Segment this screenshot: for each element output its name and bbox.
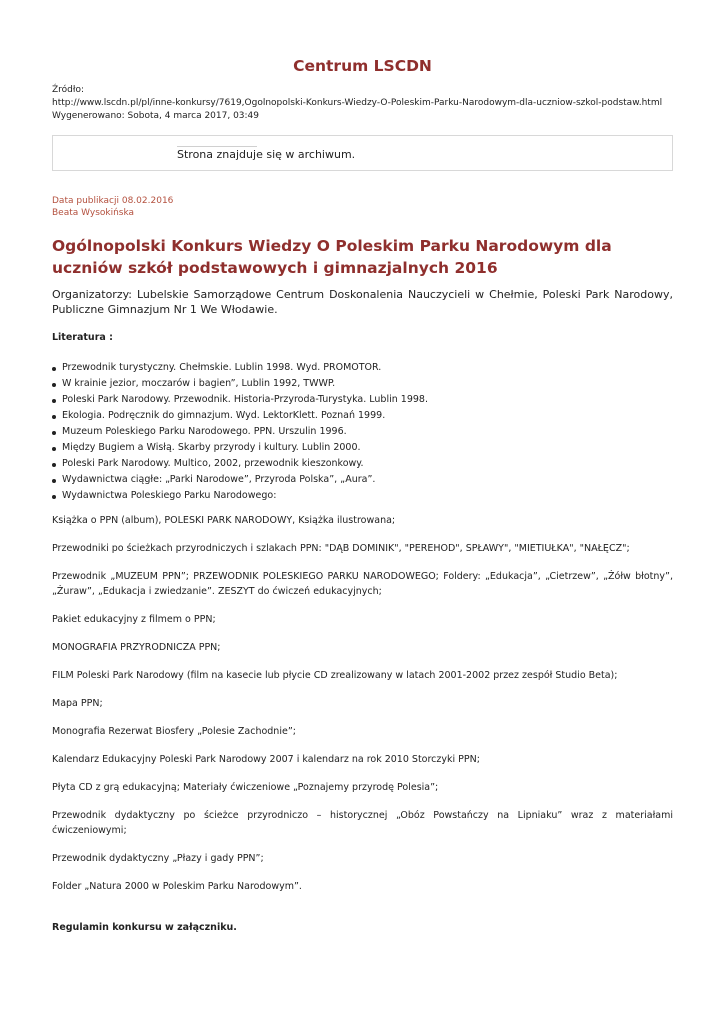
paragraph: Przewodnik „MUZEUM PPN”; PRZEWODNIK POLESKIEGO PARKU NARODOWEGO; Foldery: „Edukacja”, „Cietrzew”, „Żółw błotny”, „Żuraw”, „Edukacja i zwiedzanie”. ZESZYT do ćwiczeń edukacyjnych; xyxy=(52,571,673,597)
literature-list xyxy=(52,360,673,504)
publication-author: Beata Wysokińska xyxy=(52,208,135,218)
organizers-text: Organizatorzy: Lubelskie Samorządowe Centrum Doskonalenia Nauczycieli w Chełmie, Poleski Park Narodowy, Publiczne Gimnazjum Nr 1 We Włodawie. xyxy=(52,288,673,316)
list-item: Poleski Park Narodowy. Przewodnik. Historia-Przyroda-Turystyka. Lublin 1998. xyxy=(52,392,673,408)
archive-divider xyxy=(177,146,257,147)
archive-notice: Strona znajduje się w archiwum. xyxy=(177,148,356,161)
paragraph: Mapa PPN; xyxy=(52,698,103,709)
publications-paragraphs xyxy=(52,513,673,894)
paragraph: Pakiet edukacyjny z filmem o PPN; xyxy=(52,614,216,625)
list-item: Przewodnik turystyczny. Chełmskie. Lublin 1998. Wyd. PROMOTOR. xyxy=(52,360,673,376)
literature-heading: Literatura : xyxy=(52,332,113,343)
paragraph: Przewodnik dydaktyczny „Płazy i gady PPN”; xyxy=(52,853,264,864)
list-item: Ekologia. Podręcznik do gimnazjum. Wyd. LektorKlett. Poznań 1999. xyxy=(52,408,673,424)
article-title: Ogólnopolski Konkurs Wiedzy O Poleskim Parku Narodowym dla uczniów szkół podstawowych i gimnazjalnych 2016 xyxy=(52,237,612,277)
list-item: Muzeum Poleskiego Parku Narodowego. PPN. Urszulin 1996. xyxy=(52,424,673,440)
paragraph: Przewodniki po ścieżkach przyrodniczych i szlakach PPN: "DĄB DOMINIK", "PEREHOD", SPŁAWY", "MIETIUŁKA", "NAŁĘCZ"; xyxy=(52,543,630,554)
paragraph: Monografia Rezerwat Biosfery „Polesie Zachodnie”; xyxy=(52,726,296,737)
publication-info xyxy=(52,195,673,219)
paragraph: FILM Poleski Park Narodowy (film na kasecie lub płycie CD zrealizowany w latach 2001-2002 przez zespół Studio Beta); xyxy=(52,670,618,681)
paragraph: Książka o PPN (album), POLESKI PARK NARODOWY, Książka ilustrowana; xyxy=(52,515,396,526)
list-item: Wydawnictwa ciągłe: „Parki Narodowe”, Przyroda Polska”, „Aura”. xyxy=(52,472,673,488)
site-title: Centrum LSCDN xyxy=(293,57,432,75)
list-item: W krainie jezior, moczarów i bagien”, Lublin 1992, TWWP. xyxy=(52,376,673,392)
list-item: Poleski Park Narodowy. Multico, 2002, przewodnik kieszonkowy. xyxy=(52,456,673,472)
paragraph: Kalendarz Edukacyjny Poleski Park Narodowy 2007 i kalendarz na rok 2010 Storczyki PPN; xyxy=(52,754,480,765)
list-item: Między Bugiem a Wisłą. Skarby przyrody i kultury. Lublin 2000. xyxy=(52,440,673,456)
generated-timestamp: Wygenerowano: Sobota, 4 marca 2017, 03:49 xyxy=(52,111,260,121)
source-label: Źródło: xyxy=(52,85,84,95)
paragraph: Płyta CD z grą edukacyjną; Materiały ćwiczeniowe „Poznajemy przyrodę Polesia”; xyxy=(52,782,439,793)
list-item: Wydawnictwa Poleskiego Parku Narodowego: xyxy=(52,488,673,504)
regulations-note: Regulamin konkursu w załączniku. xyxy=(52,922,237,933)
source-meta xyxy=(52,84,673,123)
source-url: http://www.lscdn.pl/pl/inne-konkursy/7619,Ogolnopolski-Konkurs-Wiedzy-O-Poleskim-Parku-Narodowym-dla-uczniow-szkol-podstaw.html xyxy=(52,98,663,108)
paragraph: Folder „Natura 2000 w Poleskim Parku Narodowym”. xyxy=(52,881,302,892)
paragraph: MONOGRAFIA PRZYRODNICZA PPN; xyxy=(52,642,221,653)
paragraph: Przewodnik dydaktyczny po ścieżce przyrodniczo – historycznej „Obóz Powstańczy na Lipniaku” wraz z materiałami ćwiczeniowymi; xyxy=(52,810,673,836)
document-page xyxy=(52,0,673,933)
publication-date: Data publikacji 08.02.2016 xyxy=(52,196,174,206)
archive-notice-box xyxy=(52,135,673,171)
